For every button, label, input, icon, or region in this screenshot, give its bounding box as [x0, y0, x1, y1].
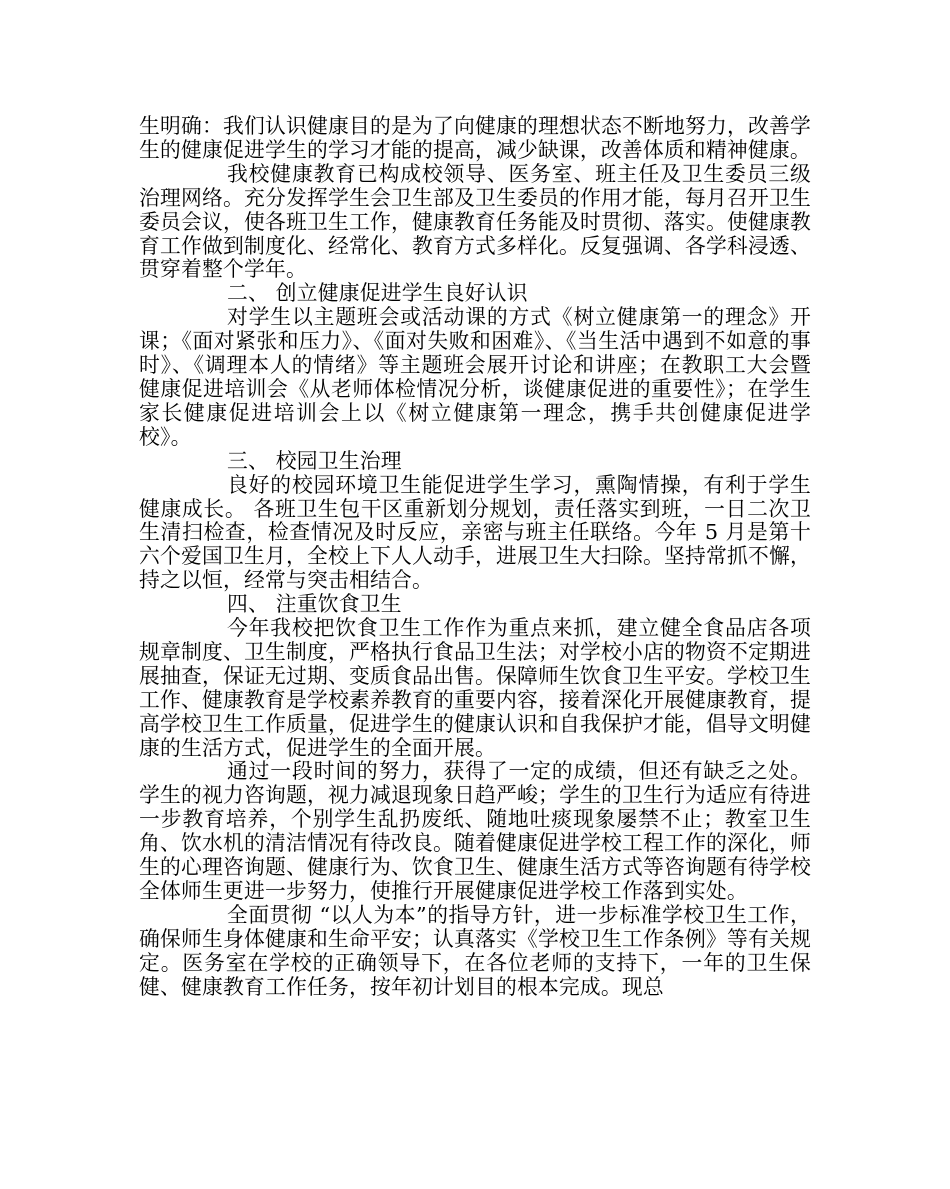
section-heading-2: 二、 创立健康促进学生良好认识 — [227, 281, 528, 306]
paragraph-summary: 全面贯彻 “以人为本”的指导方针，进一步标准学校卫生工作，确保师生身体健康和生命平安；认真落实《学校卫生工作条例》等有关规定。医务室在学校的正确领导下，在各位老师的支持下，一年的卫生保健、健康教育工作任务，按年初计划目的根本完成。现总 — [139, 902, 811, 999]
paragraph-food-hygiene: 今年我校把饮食卫生工作作为重点来抓，建立健全食品店各项规章制度、卫生制度，严格执行食品卫生法；对学校小店的物资不定期进展抽查，保证无过期、变质食品出售。保障师生饮食卫生平安。学校卫生工作、健康教育是学校素养教育的重要内容，接着深化开展健康教育，提高学校卫生工作质量，促进学生的健康认识和自我保护才能，倡导文明健康的生活方式，促进学生的全面开展。 — [139, 616, 811, 760]
document-page — [139, 115, 811, 1000]
paragraph-class-meetings: 对学生以主题班会或活动课的方式《树立健康第一的理念》开课；《面对紧张和压力》、《面对失败和困难》、《当生活中遇到不如意的事时》、《调理本人的情绪》等主题班会展开讨论和讲座；在教职工大会暨健康促进培训会《从老师体检情况分析，谈健康促进的重要性》；在学生家长健康促进培训会上以《树立健康第一理念，携手共创健康促进学校》。 — [139, 305, 811, 449]
paragraph-management-network: 我校健康教育已构成校领导、医务室、班主任及卫生委员三级治理网络。充分发挥学生会卫生部及卫生委员的作用才能，每月召开卫生委员会议，使各班卫生工作，健康教育任务能及时贯彻、落实。使健康教育工作做到制度化、经常化、教育方式多样化。反复强调、各学科浸透、贯穿着整个学年。 — [139, 161, 811, 282]
paragraph-intro-cont: 生明确：我们认识健康目的是为了向健康的理想状态不断地努力，改善学生的健康促进学生的学习才能的提高，减少缺课，改善体质和精神健康。 — [139, 114, 811, 162]
paragraph-shortcomings: 通过一段时间的努力，获得了一定的成绩，但还有缺乏之处。学生的视力咨询题，视力减退现象日趋严峻；学生的卫生行为适应有待进一步教育培养，个别学生乱扔废纸、随地吐痰现象屡禁不止；教室卫生角、饮水机的清洁情况有待改良。随着健康促进学校工程工作的深化，师生的心理咨询题、健康行为、饮食卫生、健康生活方式等咨询题有待学校全体师生更进一步努力，使推行开展健康促进学校工作落到实处。 — [139, 759, 811, 903]
paragraph-campus-hygiene: 良好的校园环境卫生能促进学生学习，熏陶情操，有利于学生健康成长。 各班卫生包干区重新划分规划，责任落实到班，一日二次卫生清扫检查，检查情况及时反应，亲密与班主任联络。今年 5 月是第十六个爱国卫生月，全校上下人人动手，进展卫生大扫除。坚持常抓不懈，持之以恒，经常与突击相结合。 — [139, 472, 811, 593]
section-heading-3: 三、 校园卫生治理 — [227, 448, 402, 473]
section-heading-4: 四、 注重饮食卫生 — [227, 592, 402, 617]
